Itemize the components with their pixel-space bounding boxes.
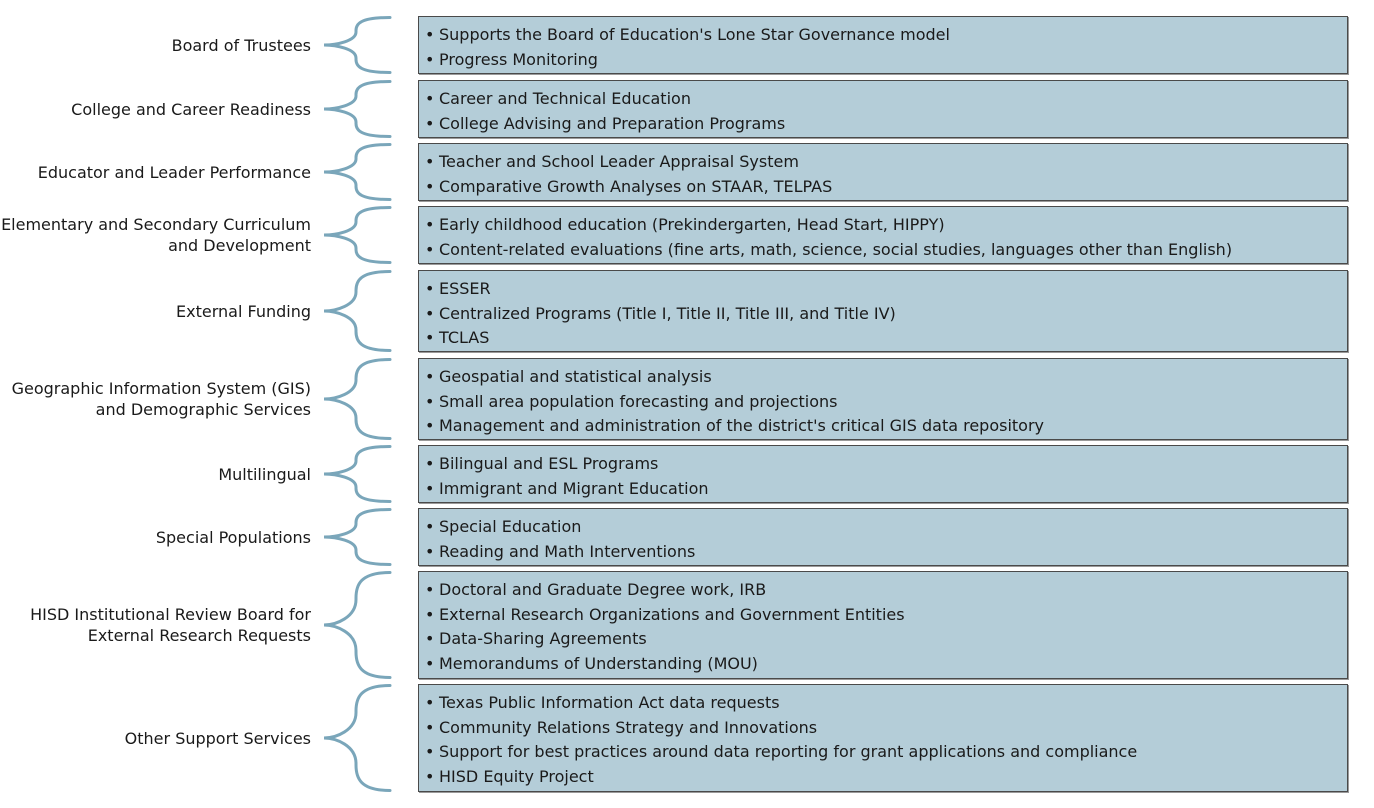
row-label: Special Populations (155, 527, 311, 547)
list-item: • Career and Technical Education (423, 87, 1347, 112)
list-item: • External Research Organizations and Government Entities (423, 603, 1347, 628)
list-item: • Community Relations Strategy and Innovations (423, 716, 1347, 741)
row-label: College and Career Readiness (71, 99, 311, 119)
items-box (418, 358, 1348, 440)
list-item: • TCLAS (423, 326, 1347, 351)
row-label: Geographic Information System (GIS) and Demographic Services (11, 379, 311, 419)
list-item: • Geospatial and statistical analysis (423, 365, 1347, 390)
list-item: • Small area population forecasting and projections (423, 390, 1347, 415)
row-external-funding (0, 270, 1374, 352)
list-item: • Memorandums of Understanding (MOU) (423, 652, 1347, 677)
items-box (418, 684, 1348, 792)
row-label: Board of Trustees (171, 35, 311, 55)
curly-brace-icon (316, 206, 396, 264)
list-item: • Reading and Math Interventions (423, 540, 1347, 565)
curly-brace-icon (316, 358, 396, 440)
row-label: Other Support Services (124, 728, 311, 748)
row-gis-demographic (0, 358, 1374, 440)
items-box (418, 80, 1348, 138)
curly-brace-icon (316, 143, 396, 201)
row-special-populations (0, 508, 1374, 566)
row-label: Elementary and Secondary Curriculum and Development (1, 215, 311, 255)
row-board-of-trustees (0, 16, 1374, 74)
list-item: • Comparative Growth Analyses on STAAR, TELPAS (423, 175, 1347, 200)
row-label: Multilingual (218, 464, 311, 484)
curly-brace-icon (316, 684, 396, 792)
curly-brace-icon (316, 270, 396, 352)
row-multilingual (0, 445, 1374, 503)
list-item: • Support for best practices around data reporting for grant applications and compliance (423, 740, 1347, 765)
list-item: • Texas Public Information Act data requests (423, 691, 1347, 716)
items-box (418, 16, 1348, 74)
curly-brace-icon (316, 80, 396, 138)
list-item: • College Advising and Preparation Programs (423, 112, 1347, 137)
list-item: • Immigrant and Migrant Education (423, 477, 1347, 502)
list-item: • Data-Sharing Agreements (423, 627, 1347, 652)
items-box (418, 508, 1348, 566)
row-label: HISD Institutional Review Board for External Research Requests (30, 605, 311, 645)
row-label: External Funding (176, 301, 311, 321)
items-box (418, 571, 1348, 679)
items-box (418, 270, 1348, 352)
list-item: • Early childhood education (Prekindergarten, Head Start, HIPPY) (423, 213, 1347, 238)
list-item: • Teacher and School Leader Appraisal System (423, 150, 1347, 175)
list-item: • Special Education (423, 515, 1347, 540)
row-other-support-services (0, 684, 1374, 792)
curly-brace-icon (316, 571, 396, 679)
row-irb-external-research (0, 571, 1374, 679)
items-box (418, 445, 1348, 503)
row-college-career-readiness (0, 80, 1374, 138)
list-item: • ESSER (423, 277, 1347, 302)
curly-brace-icon (316, 445, 396, 503)
list-item: • Management and administration of the district's critical GIS data repository (423, 414, 1347, 439)
items-box (418, 143, 1348, 201)
items-box (418, 206, 1348, 264)
list-item: • HISD Equity Project (423, 765, 1347, 790)
row-educator-leader-performance (0, 143, 1374, 201)
row-label: Educator and Leader Performance (37, 162, 311, 182)
row-curriculum-development (0, 206, 1374, 264)
list-item: • Centralized Programs (Title I, Title II, Title III, and Title IV) (423, 302, 1347, 327)
list-item: • Bilingual and ESL Programs (423, 452, 1347, 477)
list-item: • Supports the Board of Education's Lone Star Governance model (423, 23, 1347, 48)
curly-brace-icon (316, 16, 396, 74)
list-item: • Content-related evaluations (fine arts, math, science, social studies, languages other than English) (423, 238, 1347, 263)
list-item: • Progress Monitoring (423, 48, 1347, 73)
curly-brace-icon (316, 508, 396, 566)
list-item: • Doctoral and Graduate Degree work, IRB (423, 578, 1347, 603)
